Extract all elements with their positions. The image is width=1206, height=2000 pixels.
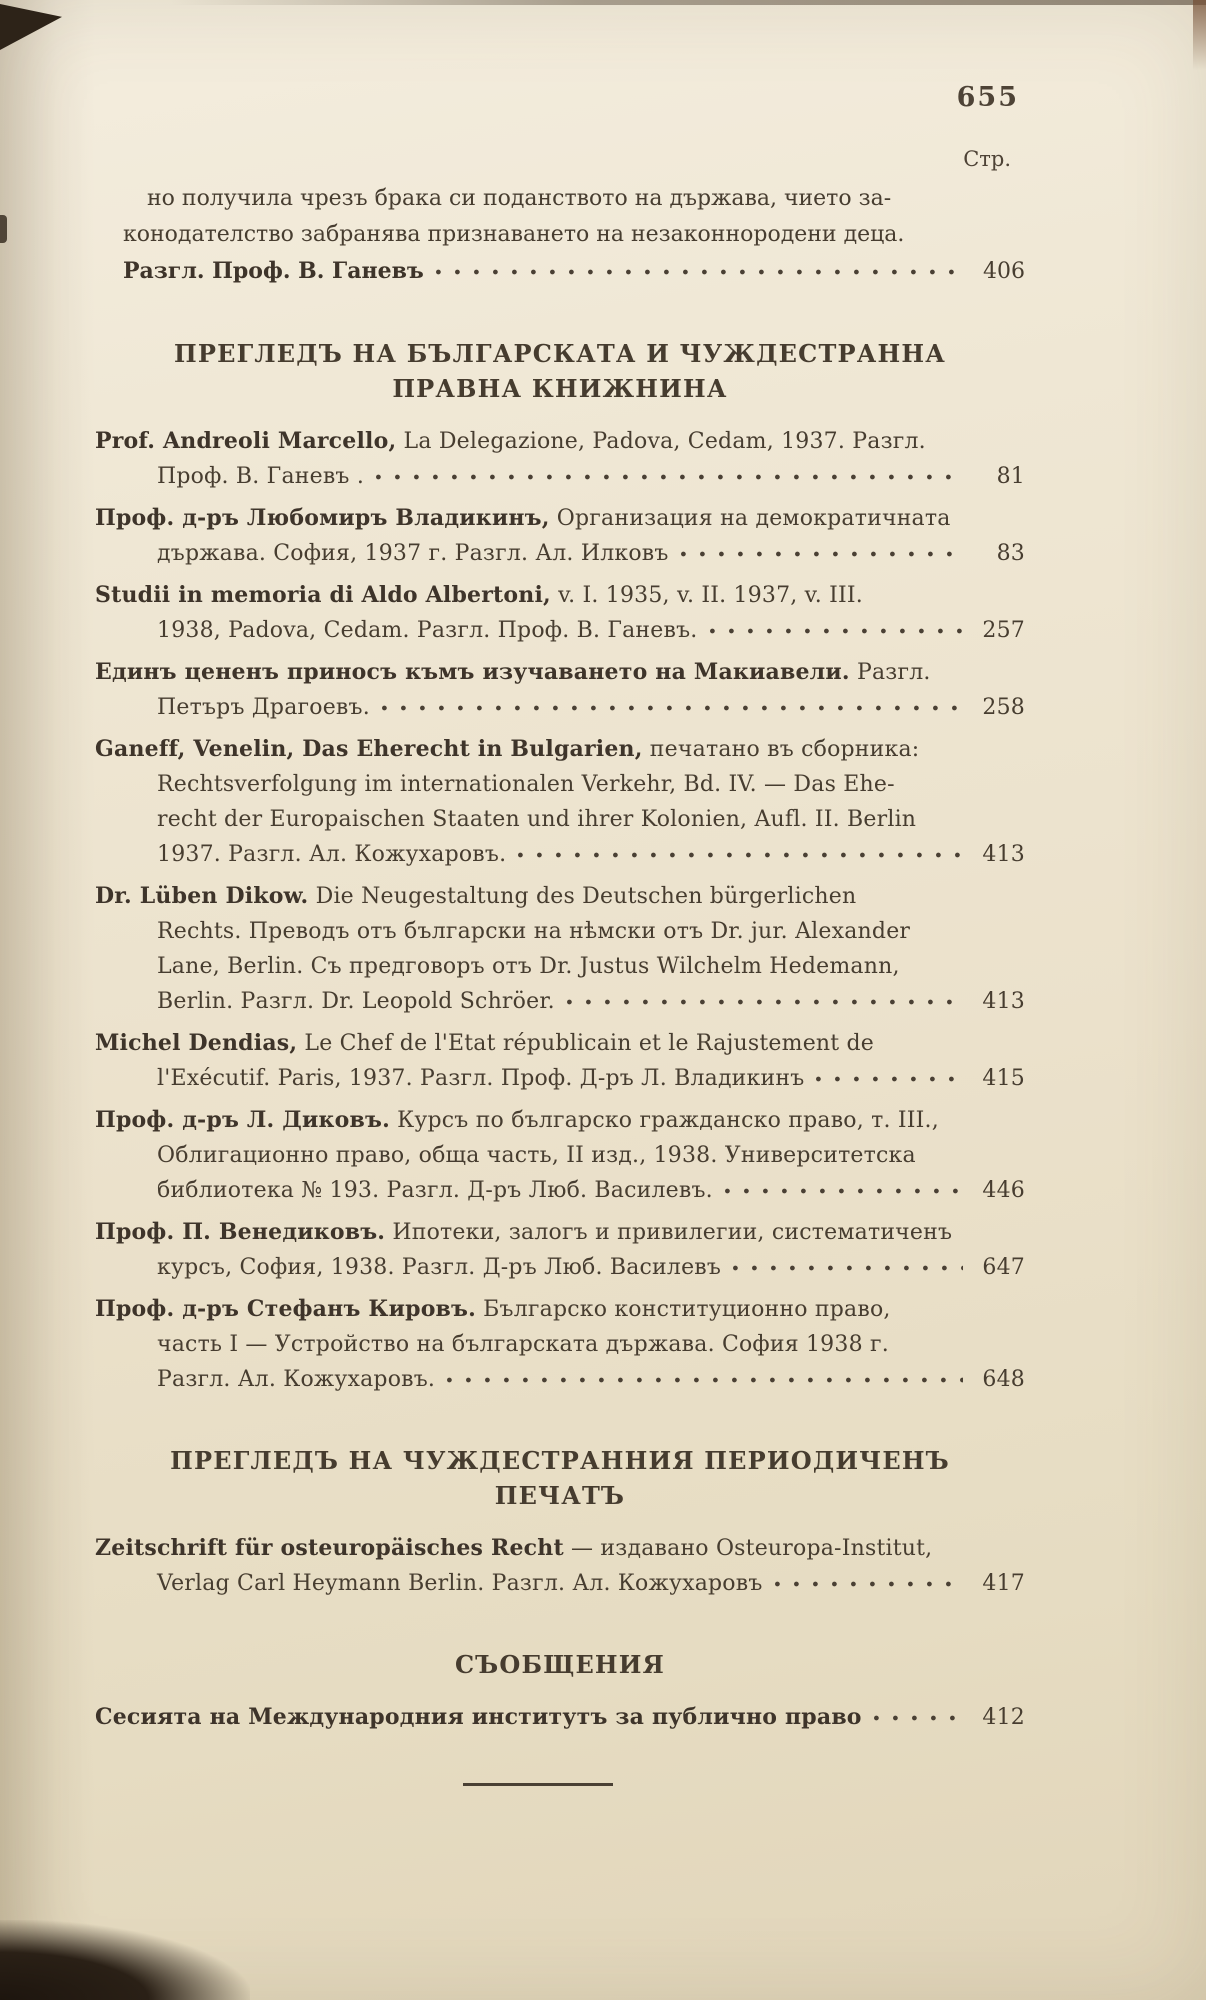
entry-page-number: 83 bbox=[996, 541, 1025, 566]
entry-line bbox=[157, 1250, 1025, 1285]
entry-text: Облигационно право, обща часть, II изд., 1938. Университетска bbox=[157, 1143, 916, 1168]
entry-line bbox=[157, 1327, 1025, 1362]
dot-leader bbox=[725, 1188, 963, 1194]
entry-text: библиотека № 193. Разгл. Д-ръ Люб. Василевъ. bbox=[157, 1178, 713, 1203]
toc-entry bbox=[95, 1215, 1025, 1285]
entry-text: l'Exécutif. Paris, 1937. Разгл. Проф. Д-ръ Л. Владикинъ bbox=[157, 1066, 805, 1091]
entry-line bbox=[157, 690, 1025, 725]
entry-page-number: 413 bbox=[982, 842, 1025, 867]
section-divider bbox=[463, 1783, 613, 1786]
entry-page-number: 81 bbox=[996, 464, 1025, 489]
entry-line bbox=[157, 837, 1025, 872]
entry-text: Разгл. Проф. В. Ганевъ bbox=[123, 258, 424, 284]
page-number: 655 bbox=[956, 82, 1019, 113]
paragraph-line: конодателство забранява признаването на незаконнородени деца. bbox=[123, 222, 905, 247]
entry-line bbox=[95, 1026, 1025, 1061]
entry-line bbox=[157, 767, 1025, 802]
entry-text: държава. София, 1937 г. Разгл. Ал. Илковъ bbox=[157, 541, 669, 566]
entry-line bbox=[95, 1700, 1025, 1735]
toc-entry bbox=[95, 1026, 1025, 1096]
entry-text: Rechts. Преводъ отъ български на нѣмски отъ Dr. jur. Alexander bbox=[157, 919, 911, 944]
toc-entry bbox=[95, 1700, 1025, 1735]
entry-line bbox=[95, 1103, 1025, 1138]
entry-line bbox=[95, 1531, 1025, 1566]
toc-entry bbox=[95, 732, 1025, 872]
section-heading: СЪОБЩЕНИЯ bbox=[454, 1650, 666, 1679]
entry-page-number: 257 bbox=[982, 618, 1025, 643]
entry-line bbox=[95, 732, 1025, 767]
entry-text: Michel Dendias, Le Chef de l'Etat républicain et le Rajustement de bbox=[95, 1030, 875, 1056]
toc-entry bbox=[95, 879, 1025, 1019]
dot-leader bbox=[874, 1715, 963, 1721]
toc-entry bbox=[95, 424, 1025, 494]
entry-line bbox=[157, 1173, 1025, 1208]
entry-text: Сесията на Международния институтъ за публично право bbox=[95, 1704, 862, 1730]
entry-page-number: 413 bbox=[982, 989, 1025, 1014]
entry-line bbox=[157, 802, 1025, 837]
entry-text: Проф. В. Ганевъ . bbox=[157, 464, 365, 489]
page-edge-notch bbox=[0, 215, 7, 243]
entry-page-number: 647 bbox=[982, 1255, 1025, 1280]
entry-page-number: 415 bbox=[982, 1066, 1025, 1091]
entry-text: Проф. д-ръ Стефанъ Кировъ. Българско конституционно право, bbox=[95, 1296, 891, 1322]
toc-entry bbox=[95, 1292, 1025, 1397]
entry-page-number: 412 bbox=[982, 1705, 1025, 1730]
entry-text: Prof. Andreoli Marcello, La Delegazione, Padova, Cedam, 1937. Разгл. bbox=[95, 428, 926, 454]
entry-line bbox=[95, 655, 1025, 690]
dot-leader bbox=[436, 269, 963, 275]
entry-line bbox=[95, 1292, 1025, 1327]
entry-text: 1937. Разгл. Ал. Кожухаровъ. bbox=[157, 842, 507, 867]
dot-leader bbox=[710, 628, 964, 634]
dot-leader bbox=[376, 474, 963, 480]
entry-line bbox=[157, 1362, 1025, 1397]
toc-entry bbox=[95, 578, 1025, 648]
entry-line bbox=[157, 459, 1025, 494]
entry-page-number: 258 bbox=[982, 695, 1025, 720]
entry-line bbox=[95, 501, 1025, 536]
entry-line bbox=[95, 578, 1025, 613]
entry-line bbox=[95, 424, 1025, 459]
entry-page-number: 406 bbox=[983, 259, 1025, 284]
entry-text: Ganeff, Venelin, Das Eherecht in Bulgarien, печатано въ сборника: bbox=[95, 736, 920, 762]
entry-text: Проф. П. Венедиковъ. Ипотеки, залогъ и привилегии, систематиченъ bbox=[95, 1219, 953, 1245]
section-heading: ПРЕГЛЕДЪ НА ЧУЖДЕСТРАННИЯ ПЕРИОДИЧЕНЪ ПЕЧАТЪ bbox=[170, 1446, 950, 1510]
entry-line bbox=[157, 1061, 1025, 1096]
entry-text: recht der Europaischen Staaten und ihrer Kolonien, Aufl. II. Berlin bbox=[157, 807, 917, 832]
entry-text: Разгл. Ал. Кожухаровъ. bbox=[157, 1367, 436, 1392]
entry-line bbox=[95, 879, 1025, 914]
toc-page bbox=[95, 0, 1025, 1786]
page-column-header: Стр. bbox=[963, 147, 1011, 171]
entry-text: Lane, Berlin. Съ предговоръ отъ Dr. Justus Wilchelm Hedemann, bbox=[157, 954, 900, 979]
carryover-paragraph bbox=[123, 181, 1025, 290]
toc-sections bbox=[95, 336, 1025, 1735]
entry-text: Проф. д-ръ Л. Диковъ. Курсъ по българско гражданско право, т. III., bbox=[95, 1107, 939, 1133]
book-cover-edge-top-right bbox=[1193, 0, 1206, 70]
dot-leader bbox=[681, 551, 963, 557]
entry-text: Zeitschrift für osteuropäisches Recht — издавано Osteuropa-Institut, bbox=[95, 1535, 933, 1561]
dot-leader bbox=[567, 999, 963, 1005]
entry-line bbox=[157, 949, 1025, 984]
entry-text: Rechtsverfolgung im internationalen Verkehr, Bd. IV. — Das Ehe- bbox=[157, 772, 895, 797]
toc-entry bbox=[95, 655, 1025, 725]
dot-leader bbox=[382, 705, 963, 711]
entry-page-number: 648 bbox=[982, 1367, 1025, 1392]
dot-leader bbox=[518, 852, 963, 858]
entry-text: Проф. д-ръ Любомиръ Владикинъ, Организация на демократичната bbox=[95, 505, 951, 531]
section-heading: ПРЕГЛЕДЪ НА БЪЛГАРСКАТА И ЧУЖДЕСТРАННА ПРАВНА КНИЖНИНА bbox=[173, 339, 946, 403]
entry-text: Berlin. Разгл. Dr. Leopold Schröer. bbox=[157, 989, 555, 1014]
paragraph-line: но получила чрезъ брака си поданството на държава, чието за- bbox=[147, 186, 892, 211]
dot-leader bbox=[775, 1581, 963, 1587]
page-left-shadow bbox=[0, 0, 95, 2000]
entry-text: Studii in memoria di Aldo Albertoni, v. I. 1935, v. II. 1937, v. III. bbox=[95, 582, 863, 608]
dot-leader bbox=[733, 1265, 963, 1271]
entry-text: Единъ цененъ приносъ къмъ изучаването на Макиавели. Разгл. bbox=[95, 659, 931, 685]
toc-entry bbox=[95, 501, 1025, 571]
entry-line bbox=[157, 914, 1025, 949]
book-cover-corner-bottom-left bbox=[0, 1920, 250, 2000]
entry-text: курсъ, София, 1938. Разгл. Д-ръ Люб. Василевъ bbox=[157, 1255, 722, 1280]
toc-entry bbox=[95, 1531, 1025, 1601]
entry-text: часть I — Устройство на българската държава. София 1938 г. bbox=[157, 1332, 889, 1357]
entry-page-number: 446 bbox=[982, 1178, 1025, 1203]
toc-entry bbox=[95, 1103, 1025, 1208]
entry-line bbox=[95, 1215, 1025, 1250]
dot-leader bbox=[816, 1076, 963, 1082]
entry-line bbox=[157, 984, 1025, 1019]
entry-text: Петъръ Драгоевъ. bbox=[157, 695, 370, 720]
entry-text: 1938, Padova, Cedam. Разгл. Проф. В. Ганевъ. bbox=[157, 618, 698, 643]
entry-text: Verlag Carl Heymann Berlin. Разгл. Ал. Кожухаровъ bbox=[157, 1571, 763, 1596]
entry-line bbox=[157, 1138, 1025, 1173]
entry-text: Dr. Lüben Dikow. Die Neugestaltung des Deutschen bürgerlichen bbox=[95, 883, 857, 909]
entry-line bbox=[157, 1566, 1025, 1601]
paragraph-line bbox=[123, 253, 1025, 290]
entry-line bbox=[157, 536, 1025, 571]
entry-line bbox=[157, 613, 1025, 648]
dot-leader bbox=[447, 1377, 963, 1383]
entry-page-number: 417 bbox=[982, 1571, 1025, 1596]
